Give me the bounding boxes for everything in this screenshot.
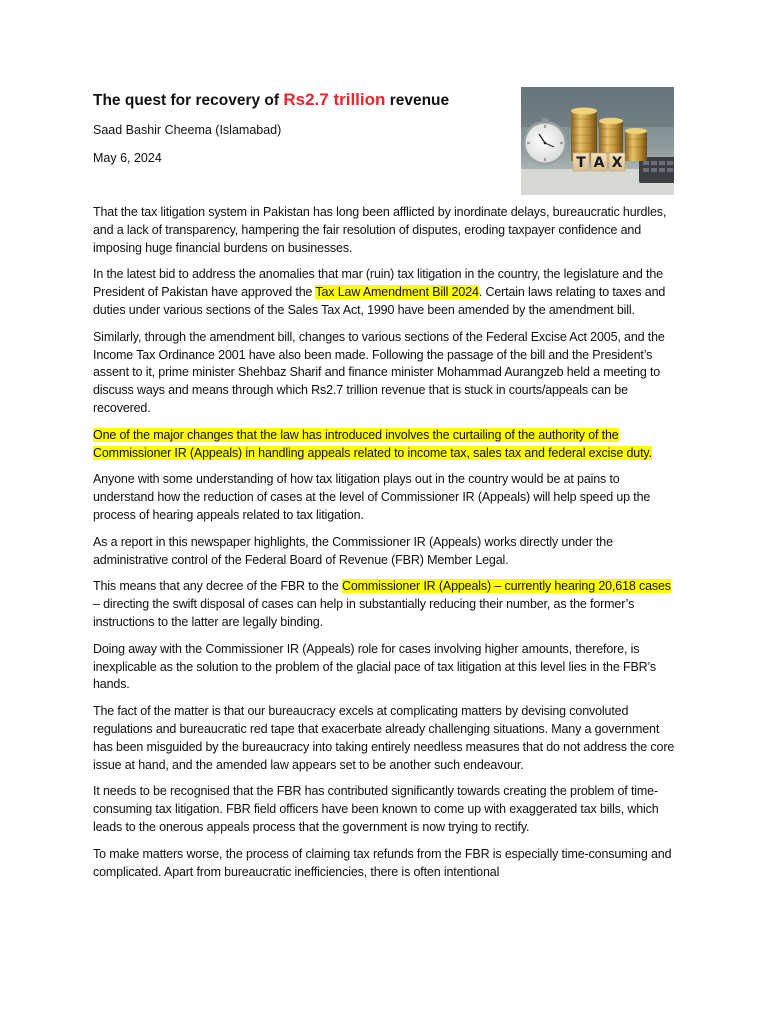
title-highlight-amount: Rs2.7 trillion: [283, 90, 386, 109]
title-text-end: revenue: [385, 92, 450, 109]
paragraph-text: . Certain laws relating to taxes and duties under various sections of the Sales Tax Act, 1990 have been amended by the amendment bill.: [93, 285, 666, 317]
paragraph: [93, 578, 678, 631]
highlighted-text: One of the major changes that the law has introduced involves the curtailing of the authority of the Commissioner IR (Appeals) in handling appeals related to income tax, sales tax and federal excise duty.: [93, 427, 652, 460]
paragraph: The fact of the matter is that our bureaucracy excels at complicating matters by devising convoluted regulations and bureaucratic red tape that exacerbate already challenging situations. Many a government has been misguided by the bureaucracy into taking entirely needless measures that do not address the core issue at hand, and the amended law appears set to be another such endeavour.: [93, 704, 675, 772]
paragraph: To make matters worse, the process of claiming tax refunds from the FBR is especially time-consuming and complicated. Apart from bureaucratic inefficiencies, there is often intentional: [93, 846, 672, 879]
svg-text:T: T: [576, 155, 586, 171]
svg-text:X: X: [611, 155, 623, 171]
publish-date: May 6, 2024: [93, 151, 162, 165]
tax-coins-clock-illustration: [521, 87, 674, 195]
paragraph: That the tax litigation system in Pakistan has long been afflicted by inordinate delays, bureaucratic hurdles, and a lack of transparency, hampering the fair resolution of disputes, eroding taxpayer confidence and imposing huge financial burdens on businesses.: [93, 205, 667, 255]
paragraph: Anyone with some understanding of how tax litigation plays out in the country would be at pains to understand how the reduction of cases at the level of Commissioner IR (Appeals) will help speed up the process of hearing appeals related to tax litigation.: [93, 472, 651, 522]
paragraph-text: This means that any decree of the FBR to the: [93, 579, 342, 594]
paragraph: As a report in this newspaper highlights, the Commissioner IR (Appeals) works directly under the administrative control of the Federal Board of Revenue (FBR) Member Legal.: [93, 534, 613, 567]
article-photo: [521, 87, 674, 195]
article-body: [93, 204, 678, 890]
paragraph-text: In the latest bid to address the anomalies that mar (ruin) tax litigation in the country, the legislature and the President of Pakistan have approved the: [93, 267, 663, 300]
paragraph: [93, 266, 678, 319]
paragraph: [93, 427, 678, 463]
paragraph: It needs to be recognised that the FBR has contributed significantly towards creating the problem of time-consuming tax litigation. FBR field officers have been known to come up with exaggerated tax bills, which leads to the onerous appeals process that the government is now trying to rectify.: [93, 784, 659, 834]
paragraph: Similarly, through the amendment bill, changes to various sections of the Federal Excise Act 2005, and the Income Tax Ordinance 2001 have also been made. Following the passage of the bill and the President’s assent to it, prime minister Shehbaz Sharif and finance minister Mohammad Aurangzeb held a meeting to discuss ways and means through which Rs2.7 trillion revenue that is stuck in courts/appeals can be recovered.: [93, 329, 665, 415]
author-byline: Saad Bashir Cheema (Islamabad): [93, 123, 282, 137]
highlighted-text: Tax Law Amendment Bill 2024: [315, 285, 479, 300]
title-text-start: The quest for recovery of: [93, 92, 284, 109]
paragraph-text: – directing the swift disposal of cases can help in substantially reducing their number, as the former’s instructions to the latter are legally binding.: [93, 597, 635, 629]
paragraph: Doing away with the Commissioner IR (Appeals) role for cases involving higher amounts, therefore, is inexplicable as the solution to the problem of the glacial pace of tax litigation at this level lies in the FBR’s hands.: [93, 641, 657, 692]
svg-text:A: A: [593, 155, 605, 171]
highlighted-text: Commissioner IR (Appeals) – currently hearing 20,618 cases: [341, 579, 671, 594]
article-title: [93, 89, 503, 112]
